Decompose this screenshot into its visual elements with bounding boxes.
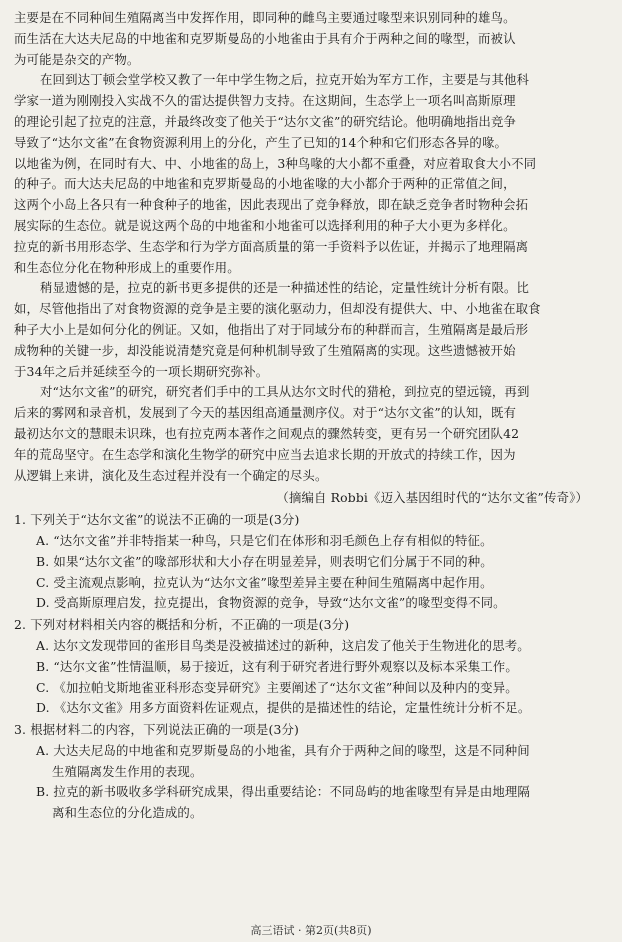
- passage-line: 最初达尔文的慧眼未识珠，也有拉克两本著作之间观点的骤然转变，更有另一个研究团队42: [14, 425, 520, 441]
- passage-line: 学家一道为刚刚投入实战不久的雷达提供智力支持。在这期间，生态学上一项名叫高斯原理: [14, 93, 516, 109]
- question-3: [14, 720, 610, 824]
- passage-line: 稍显遗憾的是，拉克的新书更多提供的还是一种描述性的结论，定量性统计分析有限。比: [40, 280, 530, 296]
- passage-line: 展实际的生态位。就是说这两个岛的中地雀和小地雀可以选择利用的种子大小更为多样化。: [14, 217, 516, 233]
- passage-line: 为可能是杂交的产物。: [14, 51, 140, 67]
- passage-line: 如，尽管他指出了对食物资源的竞争是主要的演化驱动力，但却没有提供大、中、小地雀在取食: [14, 301, 541, 317]
- passage-line: 导致了“达尔文雀”在食物资源利用上的分化，产生了已知的14个种和它们形态各异的喙。: [14, 134, 508, 150]
- option-b: B. 如果“达尔文雀”的喙部形状和大小存在明显差异，则表明它们分属于不同的种。: [36, 553, 493, 569]
- passage: [14, 8, 610, 509]
- option-a: A. 达尔文发现带回的雀形目鸟类是没被描述过的新种，这启发了他关于生物进化的思考。: [36, 637, 530, 653]
- question-stem: 2. 下列对材料相关内容的概括和分析，不正确的一项是(3分): [14, 617, 350, 633]
- question-stem: 1. 下列关于“达尔文雀”的说法不正确的一项是(3分): [14, 512, 300, 528]
- passage-line: 从逻辑上来讲，演化及生态过程并没有一个确定的尽头。: [14, 467, 328, 483]
- question-stem: 3. 根据材料二的内容，下列说法正确的一项是(3分): [14, 722, 300, 738]
- option-b-continued: 离和生态位的分化造成的。: [52, 805, 203, 821]
- passage-line: 以地雀为例，在同时有大、中、小地雀的岛上，3种鸟喙的大小都不重叠，对应着取食大小不同: [14, 155, 537, 171]
- passage-line: 主要是在不同种间生殖隔离当中发挥作用，即同种的雌鸟主要通过喙型来识别同种的雄鸟。: [14, 10, 516, 25]
- passage-line: 的种子。而大达夫尼岛的中地雀和克罗斯曼岛的小地雀喙的大小都介于两种的正常值之间，: [14, 176, 516, 192]
- passage-line: 而生活在大达夫尼岛的中地雀和克罗斯曼岛的小地雀由于具有介于两种之间的喙型，而被认: [14, 30, 516, 46]
- passage-source: （摘编自 Robbi《迈入基因组时代的“达尔文雀”传奇》）: [276, 490, 588, 506]
- passage-line: 这两个小岛上各只有一种食种子的地雀，因此表现出了竞争释放，即在缺乏竞争者时物种会拓: [14, 197, 529, 213]
- option-a-continued: 生殖隔离发生作用的表现。: [52, 763, 203, 779]
- question-2: [14, 615, 610, 719]
- option-d: D. 《达尔文雀》用多方面资料佐证观点，提供的是描述性的结论，定量性统计分析不足。: [36, 700, 531, 716]
- option-b: B. 拉克的新书吸收多学科研究成果，得出重要结论：不同岛屿的地雀喙型有异是由地理隔: [36, 784, 530, 800]
- option-d: D. 受高斯原理启发，拉克提出，食物资源的竞争，导致“达尔文雀”的喙型变得不同。: [36, 595, 506, 611]
- passage-line: 成物种的关键一步，却没能说清楚究竟是何种机制导致了生殖隔离的实现。这些遗憾被开始: [14, 342, 516, 358]
- passage-line: 对“达尔文雀”的研究，研究者们手中的工具从达尔文时代的猎枪，到拉克的望远镜，再到: [40, 384, 530, 400]
- passage-line: 在回到达丁顿会堂学校又教了一年中学生物之后，拉克开始为军方工作，主要是与其他科: [40, 72, 530, 88]
- passage-line: 于34年之后并延续至今的一项长期研究弥补。: [14, 363, 269, 379]
- passage-line: 的理论引起了拉克的注意，并最终改变了他关于“达尔文雀”的研究结论。他明确地指出竞争: [14, 113, 517, 129]
- option-a: A. “达尔文雀”并非特指某一种鸟，只是它们在体形和羽毛颜色上存有相似的特征。: [36, 532, 493, 548]
- passage-line: 拉克的新书用形态学、生态学和行为学方面高质量的第一手资料予以佐证，并揭示了地理隔离: [14, 238, 529, 254]
- page-footer: 高三语试 · 第2页(共8页): [250, 924, 372, 937]
- passage-line: 种子大小上是如何分化的例证。又如，他指出了对于同域分布的种群而言，生殖隔离是最后形: [14, 321, 529, 337]
- question-1: [14, 510, 610, 614]
- passage-line: 年的荒岛坚守。在生态学和演化生物学的研究中应当去追求长期的开放式的持续工作，因为: [14, 446, 516, 462]
- option-a: A. 大达夫尼岛的中地雀和克罗斯曼岛的小地雀，具有介于两种之间的喙型，这是不同种间: [36, 742, 530, 758]
- option-c: C. 受主流观点影响，拉克认为“达尔文雀”喙型差异主要在种间生殖隔离中起作用。: [36, 574, 493, 590]
- passage-line: 和生态位分化在物种形成上的重要作用。: [14, 259, 240, 275]
- option-c: C. 《加拉帕戈斯地雀亚科形态变异研究》主要阐述了“达尔文雀”种间以及种内的变异。: [36, 679, 518, 695]
- passage-line: 后来的雾网和录音机，发展到了今天的基因组高通量测序仪。对于“达尔文雀”的认知，既有: [14, 405, 517, 421]
- option-b: B. “达尔文雀”性情温顺，易于接近，这有利于研究者进行野外观察以及标本采集工作。: [36, 658, 518, 674]
